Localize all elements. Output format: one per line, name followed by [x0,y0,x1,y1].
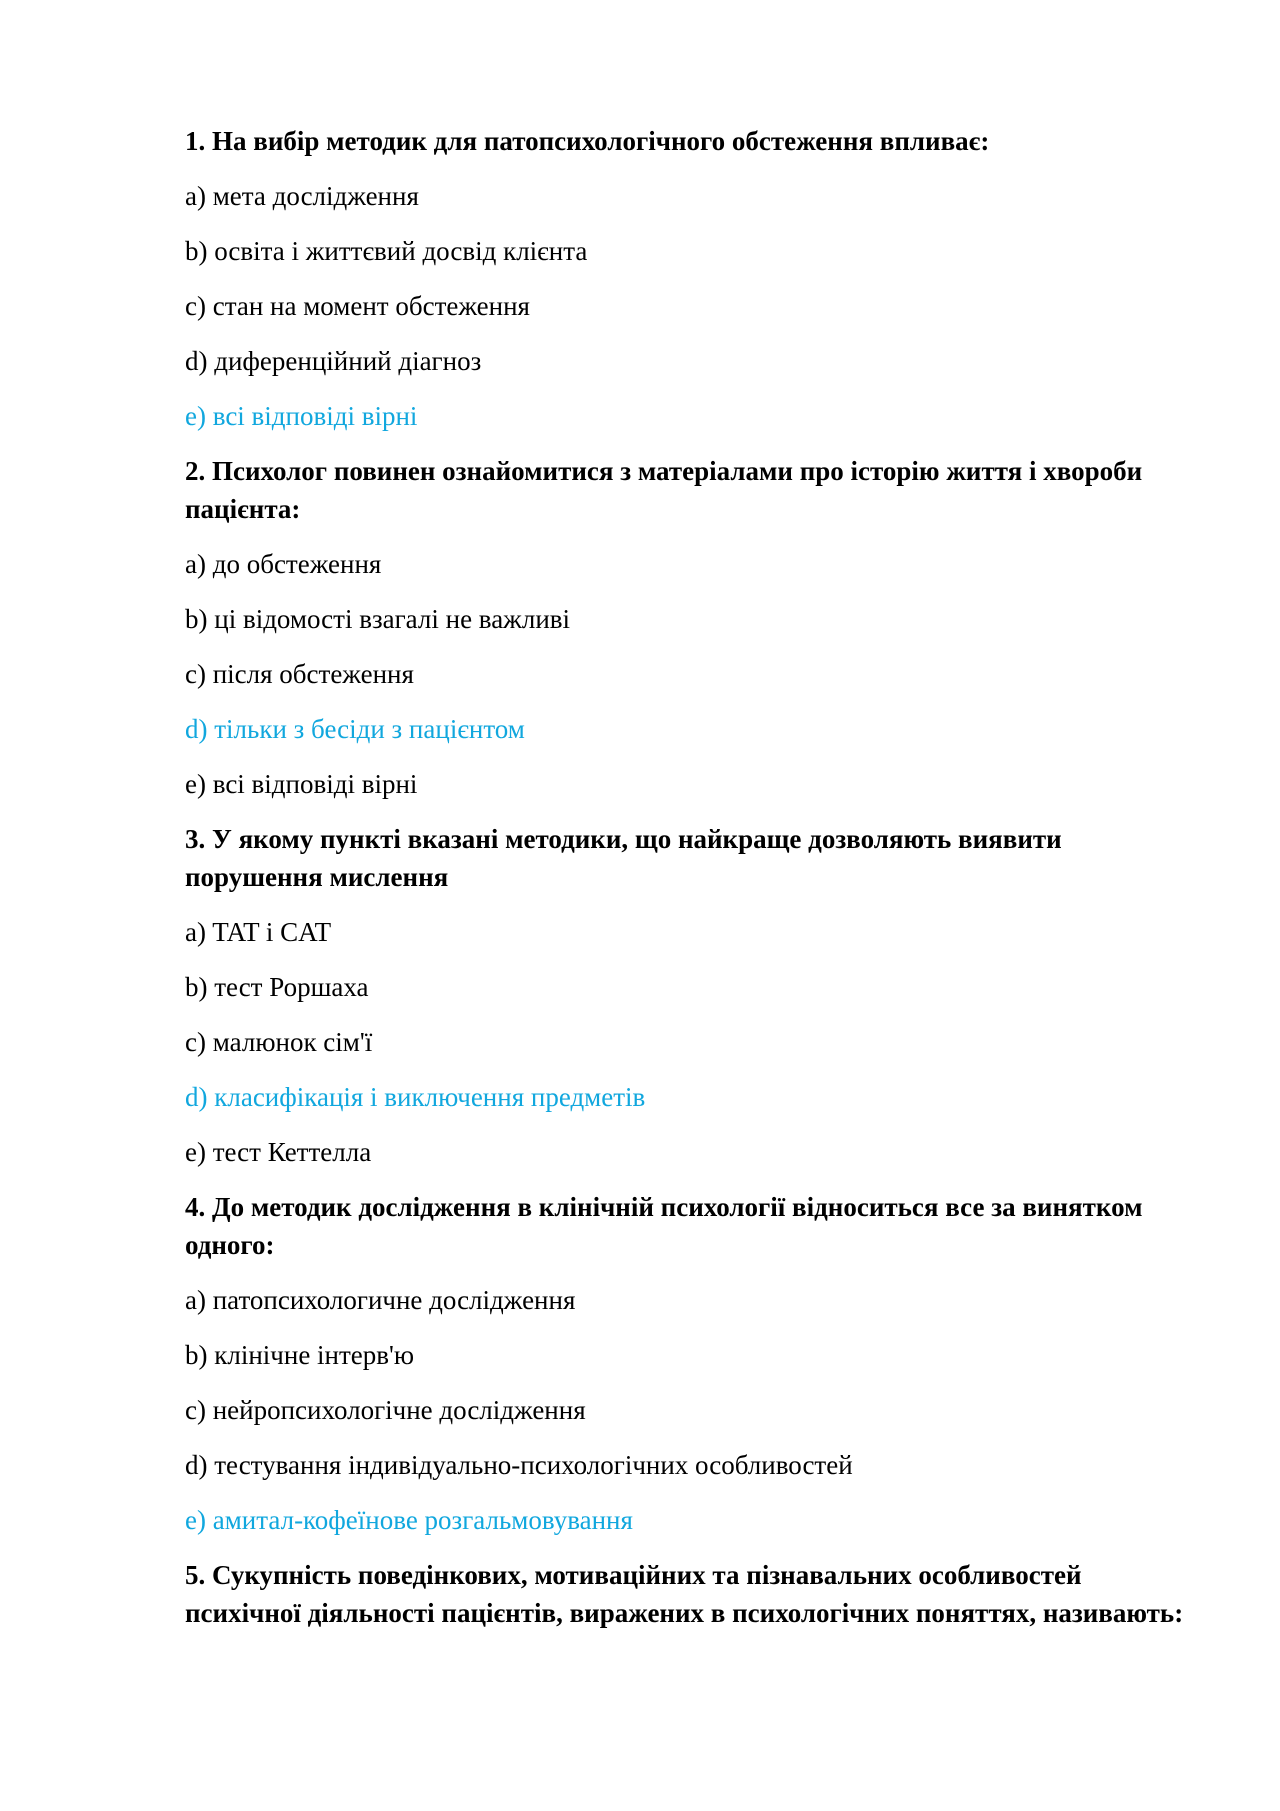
q1-option-e-correct: e) всі відповіді вірні [185,401,418,431]
question-3: 3. У якому пункті вказані методики, що найкраще дозволяють виявити порушення мислення [185,824,1062,892]
q4-option-d: d) тестування індивідуально-психологічних особливостей [185,1450,853,1480]
q3-option-b: b) тест Роршаха [185,972,369,1002]
question-2: 2. Психолог повинен ознайомитися з матеріалами про історію життя і хвороби пацієнта: [185,456,1143,524]
question-5: 5. Сукупність поведінкових, мотиваційних та пізнавальних особливостей психічної діяльності пацієнтів, виражених в психологічних поняттях, називають: [185,1560,1184,1628]
q3-option-c: c) малюнок сім'ї [185,1027,373,1057]
q1-option-d: d) диференційний діагноз [185,346,482,376]
q3-option-e: e) тест Кеттелла [185,1137,372,1167]
q4-option-b: b) клінічне інтерв'ю [185,1340,415,1370]
q2-option-e: e) всі відповіді вірні [185,769,418,799]
q4-option-c: c) нейропсихологічне дослідження [185,1395,586,1425]
q2-option-b: b) ці відомості взагалі не важливі [185,604,571,634]
q2-option-c: c) після обстеження [185,659,414,689]
question-4: 4. До методик дослідження в клінічній психології відноситься все за винятком одного: [185,1192,1143,1260]
q1-option-c: c) стан на момент обстеження [185,291,530,321]
q2-option-a: a) до обстеження [185,549,382,579]
q1-option-b: b) освіта і життєвий досвід клієнта [185,236,588,266]
q3-option-d-correct: d) класифікація і виключення предметів [185,1082,646,1112]
q4-option-a: a) патопсихологичне дослідження [185,1285,576,1315]
q1-option-a: a) мета дослідження [185,181,419,211]
q4-option-e-correct: e) амитал-кофеїнове розгальмовування [185,1505,633,1535]
q2-option-d-correct: d) тільки з бесіди з пацієнтом [185,714,525,744]
q3-option-a: a) TAT і CAT [185,917,332,947]
question-1: 1. На вибір методик для патопсихологічного обстеження впливає: [185,126,990,156]
